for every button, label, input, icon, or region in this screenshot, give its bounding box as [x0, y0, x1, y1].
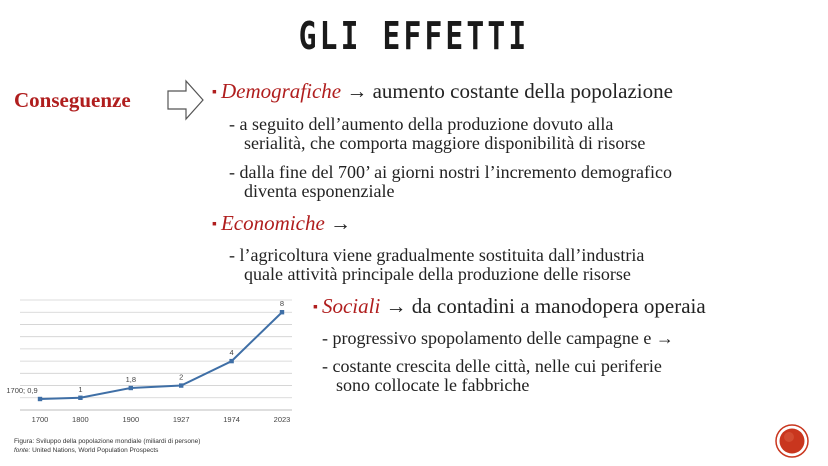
data-label: 1700; 0,9: [6, 386, 38, 395]
data-point: [129, 386, 133, 390]
category-demografiche: Demografiche: [220, 79, 342, 103]
sub-bullet-text: sono collocate le fabbriche: [336, 375, 530, 395]
category-economiche: Economiche: [220, 211, 325, 235]
bullet-text: da contadini a manodopera operaia: [411, 294, 706, 318]
data-label: 1: [78, 384, 83, 394]
x-tick-label: 1974: [223, 415, 240, 424]
bullet-marker: ▪: [212, 85, 217, 100]
conseguenze-label: Conseguenze: [14, 88, 131, 112]
arrow: →: [380, 294, 412, 318]
series-line: [40, 312, 282, 399]
category-sociali: Sociali: [321, 294, 381, 318]
slide-title: GLI EFFETTI: [298, 14, 530, 58]
x-tick-label: 1900: [122, 415, 140, 424]
data-label: 2: [179, 372, 184, 382]
x-tick-label: 2023: [273, 415, 291, 424]
caption-source: [14, 446, 200, 455]
sub-bullet-text: quale attività principale della produzione delle risorse: [244, 264, 631, 284]
sub-bullet-text: - costante crescita delle città, nelle cui periferie: [322, 356, 662, 376]
sub-bullet-text: - progressivo spopolamento delle campagne e →: [322, 328, 674, 348]
x-tick-label: 1927: [172, 415, 190, 424]
arrow: →: [324, 211, 352, 235]
data-point: [179, 383, 183, 387]
sub-bullet-text: serialità, che comporta maggiore disponibilità di risorse: [244, 133, 646, 153]
bullet-sociali: [313, 294, 706, 319]
bullet-text: aumento costante della popolazione: [372, 79, 673, 103]
block-arrow-icon: [166, 78, 206, 122]
figure-caption: [14, 437, 200, 455]
sub-bullet-text: - a seguito dell’aumento della produzione dovuto alla: [229, 114, 614, 134]
bullet-marker: ▪: [212, 217, 217, 232]
data-point: [229, 359, 233, 363]
data-label: 1,8: [125, 375, 137, 384]
bullet-demografiche: [212, 79, 673, 104]
data-point: [78, 396, 82, 400]
sub-bullet-text: - l’agricoltura viene gradualmente sostituita dall’industria: [229, 245, 645, 265]
caption-source-text: United Nations, World Population Prospects: [32, 447, 159, 454]
sub-bullet-text: - dalla fine del 700’ ai giorni nostri l’incremento demografico: [229, 162, 673, 182]
caption-line: Figura: Sviluppo della popolazione mondiale (miliardi di persone): [14, 438, 201, 445]
population-line-chart: [6, 296, 302, 434]
data-point: [280, 310, 284, 314]
x-tick-label: 1700: [31, 415, 49, 424]
sub-bullet-text: diventa esponenziale: [244, 181, 395, 201]
bullet-economiche: [212, 211, 351, 236]
x-tick-label: 1800: [72, 415, 89, 424]
caption-source-prefix: fonte:: [14, 447, 33, 454]
arrow: →: [341, 79, 373, 103]
data-label: 4: [229, 348, 234, 358]
data-point: [38, 397, 42, 401]
data-label: 8: [279, 299, 285, 309]
decorative-circle-icon: [774, 423, 810, 459]
bullet-marker: ▪: [313, 300, 318, 315]
